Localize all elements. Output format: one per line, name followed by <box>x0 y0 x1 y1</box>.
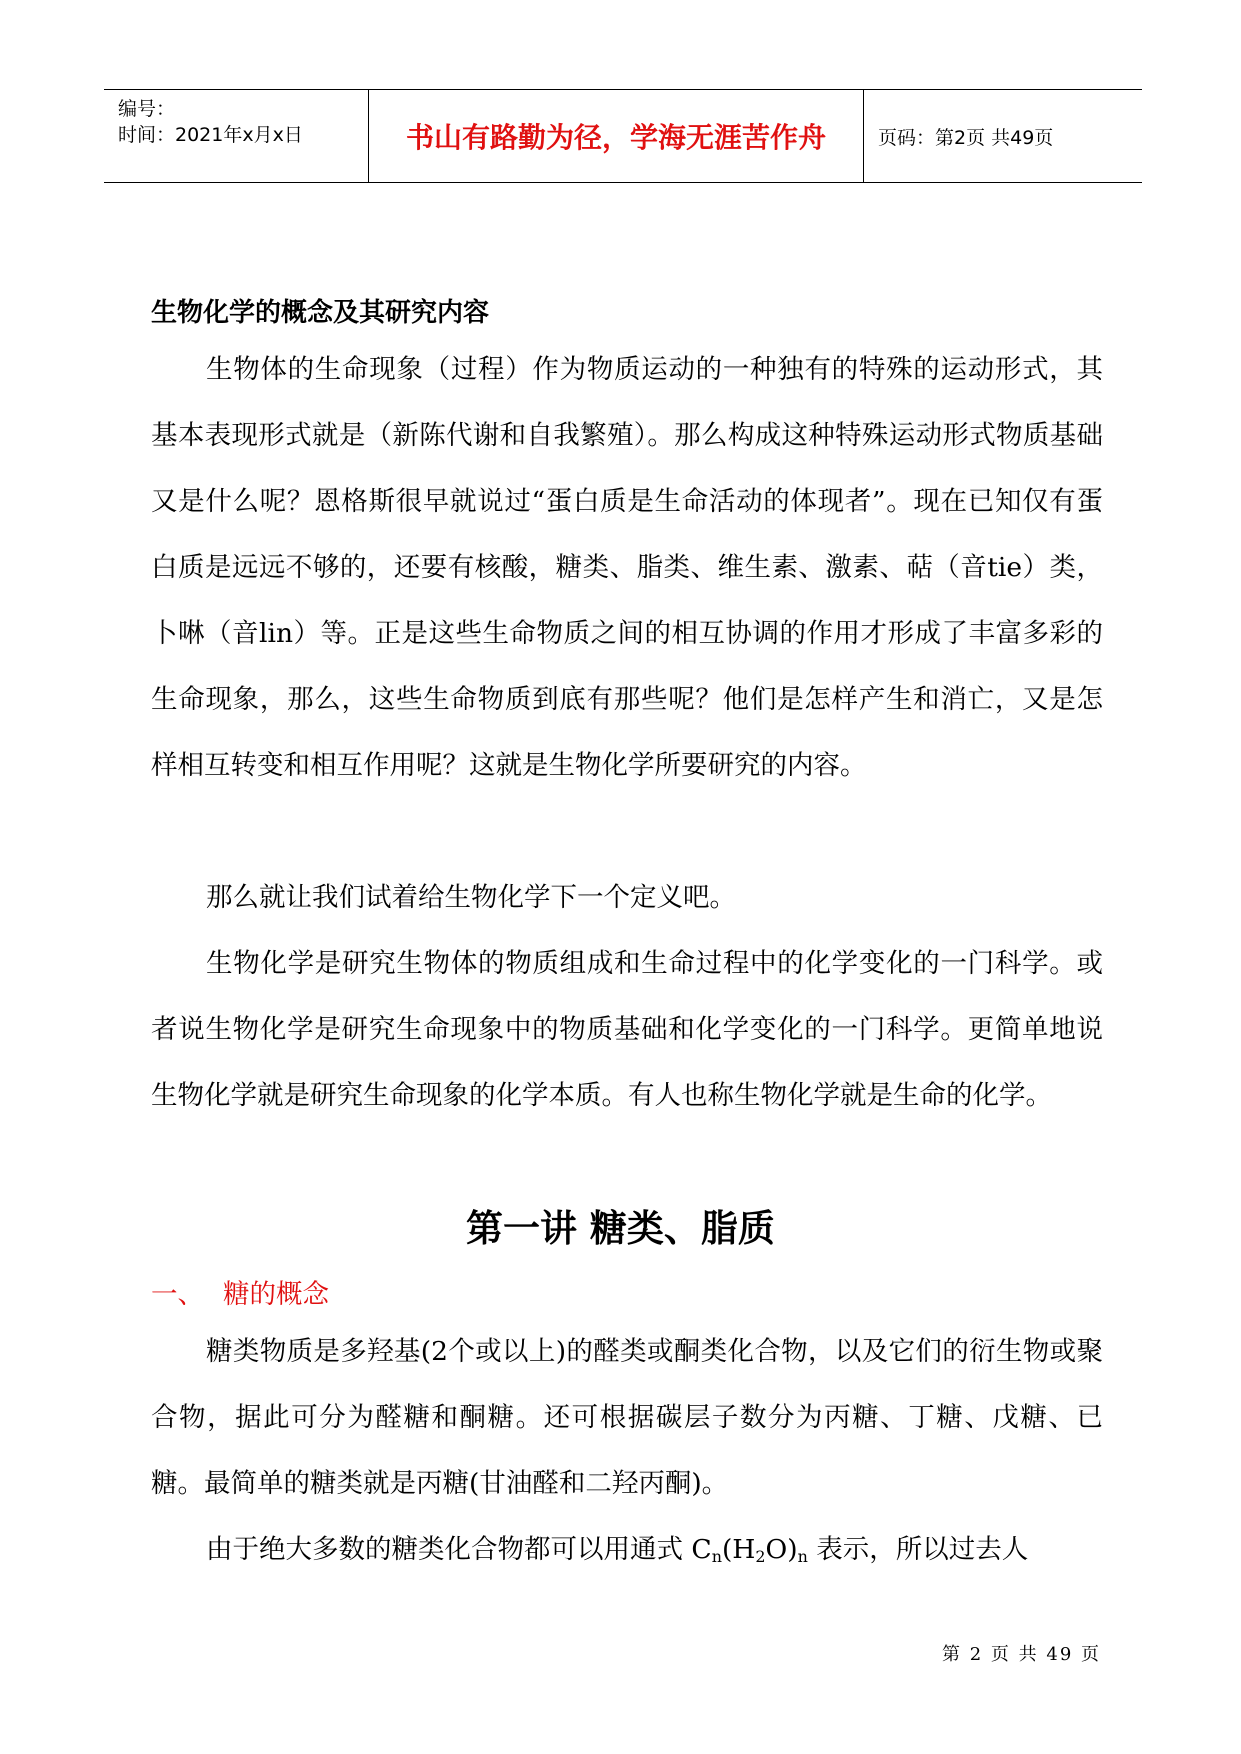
subheading-sugar-concept <box>151 1272 329 1311</box>
subheading-text: 糖的概念 <box>223 1279 329 1310</box>
subheading-number: 一、 <box>151 1279 204 1310</box>
paragraph-sugar-definition: 糖类物质是多羟基(2个或以上)的醛类或酮类化合物，以及它们的衍生物或聚合物，据此可分为醛糖和酮糖。还可根据碳层子数分为丙糖、丁糖、戊糖、已糖。最简单的糖类就是丙糖(甘油醛和二羟丙酮)。 <box>151 1336 1103 1499</box>
header-info-cell <box>104 90 369 182</box>
paragraph-life-phenomena: 生物体的生命现象（过程）作为物质运动的一种独有的特殊的运动形式，其基本表现形式就是（新陈代谢和自我繁殖）。那么构成这种特殊运动形式物质基础又是什么呢？恩格斯很早就说过“蛋白质是生命活动的体现者”。现在已知仅有蛋白质是远远不够的，还要有核酸，糖类、脂类、维生素、激素、萜（音tie）类，卜啉（音lin）等。正是这些生命物质之间的相互协调的作用才形成了丰富多彩的生命现象，那么，这些生命物质到底有那些呢？他们是怎样产生和消亡，又是怎样相互转变和相互作用呢？这就是生物化学所要研究的内容。 <box>151 354 1103 781</box>
page-footer: 第 2 页 共 49 页 <box>942 1644 1101 1665</box>
page-header <box>104 89 1142 183</box>
page-info: 页码：第2页 共49页 <box>878 126 1054 149</box>
paragraph-formula: 由于绝大多数的糖类化合物都可以用通式 $C_n(H_2O)_n$ 表示，所以过去人 <box>206 1534 1029 1566</box>
paragraph-definition: 生物化学是研究生物体的物质组成和生命过程中的化学变化的一门科学。或者说生物化学是研究生命现象中的物质基础和化学变化的一门科学。更简单地说生物化学就是研究生命现象的化学本质。有人也称生物化学就是生命的化学。 <box>151 948 1103 1111</box>
lecture-title: 第一讲 糖类、脂质 <box>466 1207 775 1250</box>
header-motto-cell <box>369 90 864 182</box>
number-label: 编号： <box>118 98 176 120</box>
paragraph-definition-intro: 那么就让我们试着给生物化学下一个定义吧。 <box>206 882 736 913</box>
motto: 书山有路勤为径，学海无涯苦作舟 <box>405 121 826 154</box>
header-page-cell <box>864 90 1142 182</box>
section-title: 生物化学的概念及其研究内容 <box>151 298 490 328</box>
time-label: 时间：2021年x月x日 <box>118 124 303 146</box>
